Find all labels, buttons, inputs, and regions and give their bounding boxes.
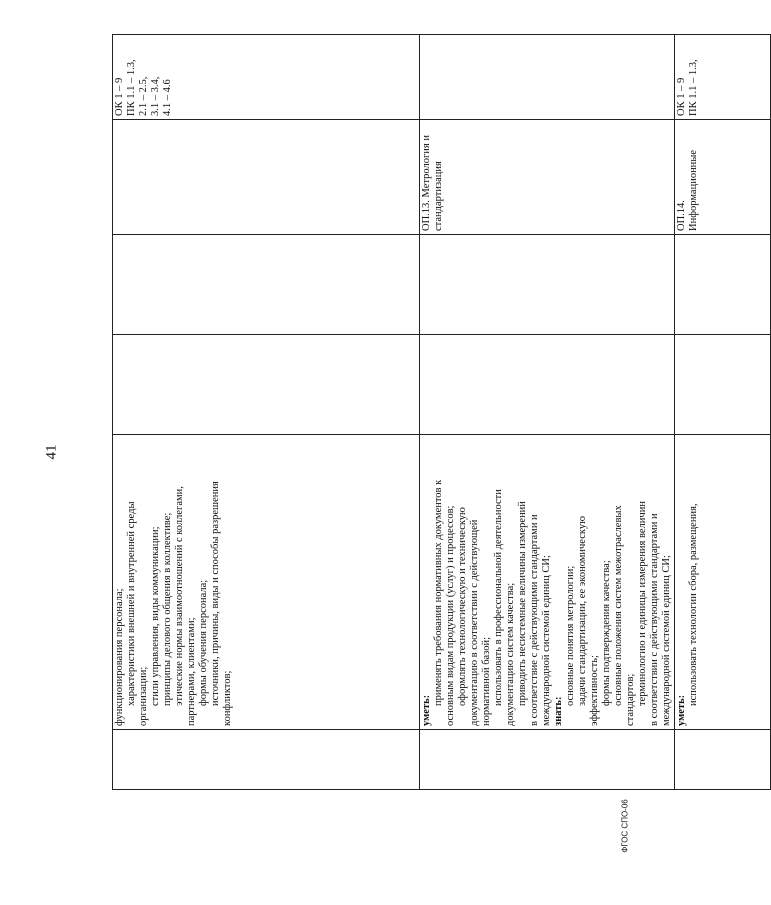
text-line: документацию систем качества;: [505, 582, 516, 726]
hours-required-cell: [420, 235, 675, 335]
competency-code: 4.1 – 4.6: [162, 79, 173, 116]
text-line: источники, причины, виды и способы разрешения: [210, 481, 221, 706]
table-row: [420, 35, 675, 790]
text-line: применять требования нормативных документов к: [433, 479, 444, 706]
competency-code: ОК 1 – 9: [676, 77, 687, 116]
text-line: документацию в соответствии с действующей: [469, 519, 480, 726]
text-line: основные понятия метрологии;: [565, 565, 576, 706]
competency-code: 2.1 – 2.5,: [138, 76, 149, 116]
section-label: уметь:: [676, 694, 687, 726]
discipline-name: Информационные: [688, 149, 699, 231]
text-line: в соответствие с действующими стандартами и: [529, 514, 540, 726]
competency-code: ОК 1 – 9: [114, 77, 125, 116]
hours-required-cell: [113, 235, 420, 335]
index-cell: [420, 730, 675, 790]
text-line: задачи стандартизации, ее экономическую: [577, 516, 588, 706]
hours-max-cell: [675, 335, 771, 435]
hours-max-cell: [420, 335, 675, 435]
discipline-cell: [675, 120, 771, 235]
text-line: международной системой единиц СИ;: [661, 555, 672, 726]
text-line: формы подтверждения качества;: [601, 560, 612, 706]
text-line: использовать в профессиональной деятельности: [493, 489, 504, 706]
index-cell: [113, 730, 420, 790]
section-label: уметь:: [421, 694, 432, 726]
section-label: знать:: [553, 696, 564, 726]
text-line: конфликтов;: [222, 670, 233, 726]
discipline-cell: [420, 120, 675, 235]
content-cell: [420, 435, 675, 730]
index-cell: [675, 730, 771, 790]
competency-code: 3.1 – 3.4,: [150, 76, 161, 116]
text-line: стандартов;: [625, 673, 636, 726]
discipline-name: ОП.14.: [676, 200, 687, 231]
curriculum-table: [112, 34, 771, 790]
text-line: принципы делового общения в коллективе;: [162, 512, 173, 706]
competency-code: ПК 1.1 – 1.3,: [688, 59, 699, 116]
table-rotated-container: [112, 35, 699, 790]
text-line: стили управления, виды коммуникации;: [150, 526, 161, 706]
competency-code: ПК 1.1 – 1.3,: [126, 59, 137, 116]
text-line: в соответствии с действующими стандартами и: [649, 513, 660, 726]
text-line: организации;: [138, 666, 149, 726]
text-line: нормативной базой;: [481, 636, 492, 726]
table-row: [113, 35, 420, 790]
competencies-cell: [675, 35, 771, 120]
text-line: международной системой единиц СИ;: [541, 555, 552, 726]
competencies-cell: [420, 35, 675, 120]
table-inner: [112, 35, 699, 790]
text-line: терминологию и единицы измерения величин: [637, 501, 648, 706]
text-line: партнерами, клиентами;: [186, 617, 197, 726]
text-line: основные положения систем межотраслевых: [613, 505, 624, 706]
text-line: оформлять технологическую и техническую: [457, 507, 468, 706]
hours-required-cell: [675, 235, 771, 335]
text-line: эффективность;: [589, 655, 600, 726]
text-line: формы обучения персонала;: [198, 579, 209, 706]
discipline-cell: [113, 120, 420, 235]
text-line: характеристики внешней и внутренней среды: [126, 501, 137, 706]
text-line: основным видам продукции (услуг) и процессов;: [445, 505, 456, 726]
content-cell: [675, 435, 771, 730]
text-line: функционирования персонала;: [114, 588, 125, 726]
text-line: приводить несистемные величины измерений: [517, 501, 528, 706]
text-line: использовать технологии сбора, размещения,: [688, 503, 699, 706]
footer-code: ФГОС СПО-06: [620, 799, 630, 853]
table-row: [675, 35, 771, 790]
text-line: этические нормы взаимоотношений с коллегами,: [174, 486, 185, 706]
competencies-cell: [113, 35, 420, 120]
discipline-name: ОП.13. Метрология и стандартизация: [421, 135, 444, 231]
content-cell: [113, 435, 420, 730]
hours-max-cell: [113, 335, 420, 435]
page-number: 41: [43, 444, 60, 460]
